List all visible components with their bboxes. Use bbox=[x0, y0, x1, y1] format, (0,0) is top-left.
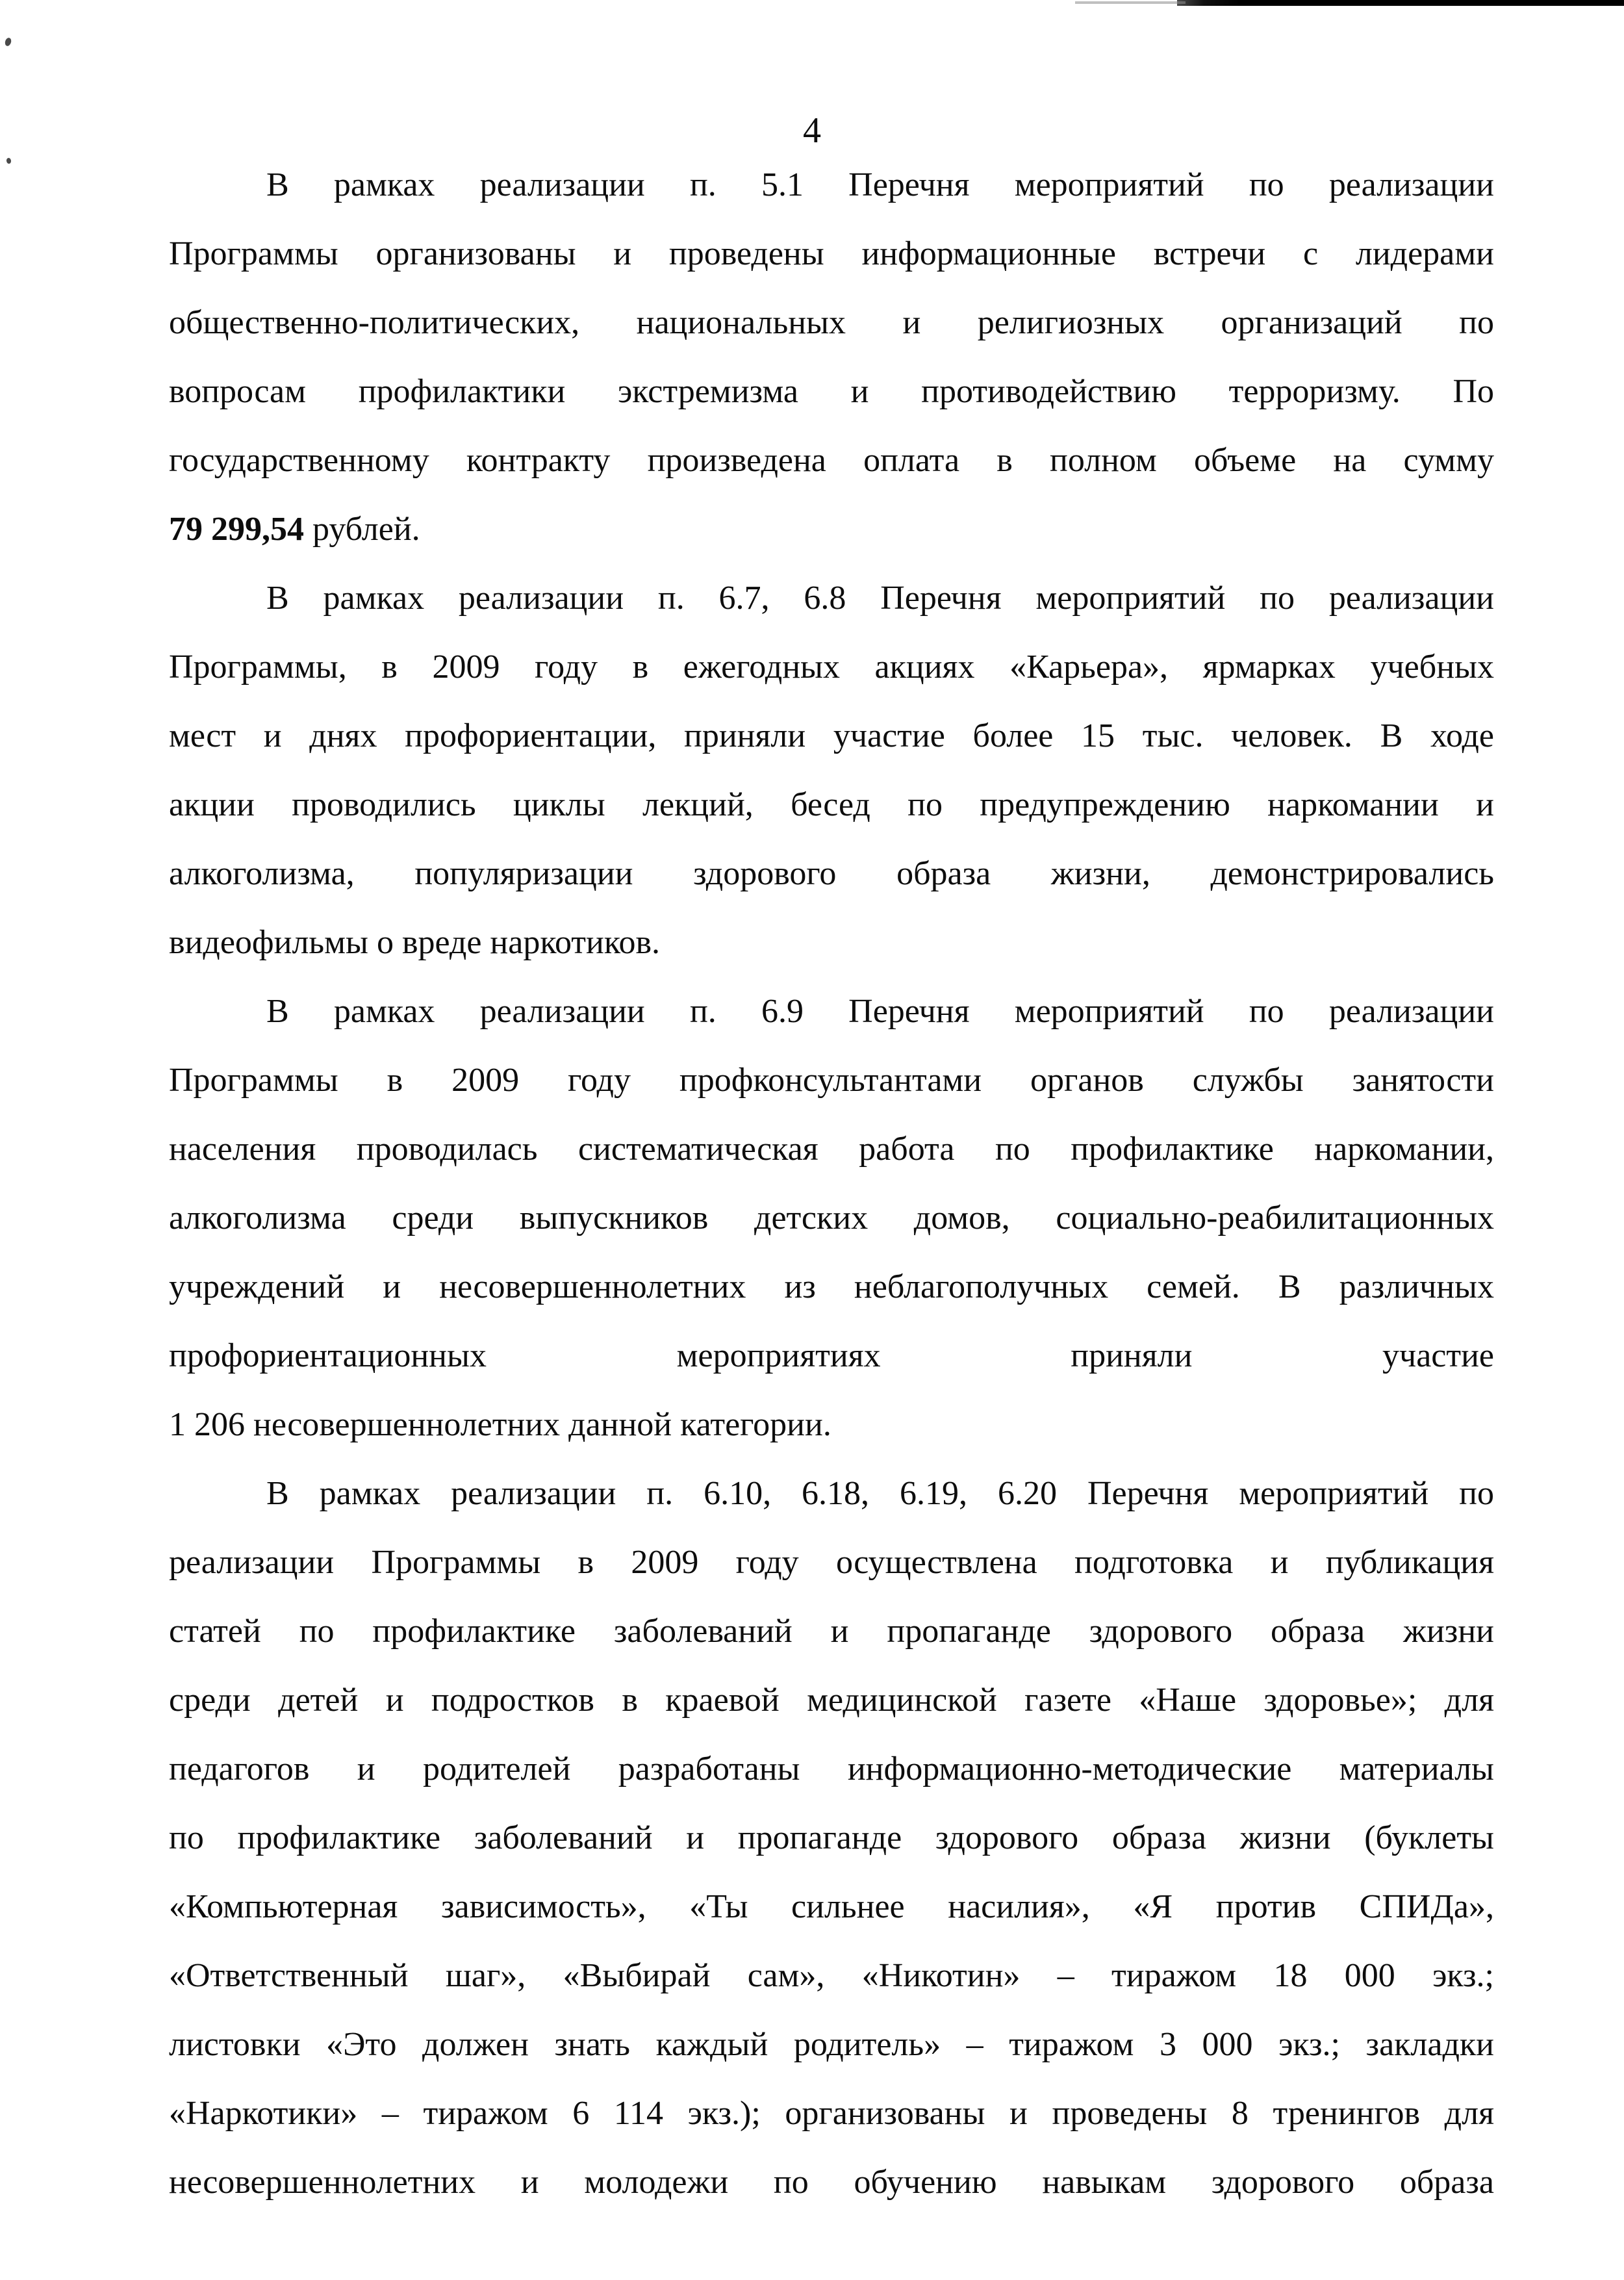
text-line: В рамках реализации п. 6.7, 6.8 Перечня мероприятий по реализации bbox=[266, 580, 1494, 617]
scanner-edge-artifact-fade bbox=[1075, 1, 1186, 4]
text-line: по профилактике заболеваний и пропаганде здорового образа жизни (буклеты bbox=[169, 1819, 1494, 1856]
text-line: Программы в 2009 году профконсультантами органов службы занятости bbox=[169, 1062, 1494, 1099]
text-line: алкоголизма, популяризации здорового образа жизни, демонстрировались bbox=[169, 855, 1494, 892]
text-line bbox=[169, 495, 1494, 564]
text-line: среди детей и подростков в краевой медицинской газете «Наше здоровье»; для bbox=[169, 1682, 1494, 1719]
text-line: общественно-политических, национальных и религиозных организаций по bbox=[169, 304, 1494, 341]
text-line: 1 206 несовершеннолетних данной категории. bbox=[169, 1406, 831, 1443]
paragraph-2 bbox=[169, 564, 1494, 977]
text-line: педагогов и родителей разработаны информационно-методические материалы bbox=[169, 1750, 1494, 1787]
paragraph-3 bbox=[169, 977, 1494, 1459]
text-line: профориентационных мероприятиях приняли участие bbox=[169, 1337, 1494, 1374]
amount-unit: рублей. bbox=[304, 511, 420, 548]
text-line: мест и днях профориентации, приняли участие более 15 тыс. человек. В ходе bbox=[169, 717, 1494, 754]
text-line: несовершеннолетних и молодежи по обучению навыкам здорового образа bbox=[169, 2164, 1494, 2201]
text-line: Программы, в 2009 году в ежегодных акциях «Карьера», ярмарках учебных bbox=[169, 648, 1494, 685]
text-line: государственному контракту произведена оплата в полном объеме на сумму bbox=[169, 442, 1494, 479]
text-line: листовки «Это должен знать каждый родитель» – тиражом 3 000 экз.; закладки bbox=[169, 2026, 1494, 2063]
bold-amount: 79 299,54 bbox=[169, 511, 304, 548]
text-line: населения проводилась систематическая работа по профилактике наркомании, bbox=[169, 1131, 1494, 1168]
text-line: алкоголизма среди выпускников детских домов, социально-реабилитационных bbox=[169, 1199, 1494, 1236]
text-line: В рамках реализации п. 5.1 Перечня мероприятий по реализации bbox=[266, 166, 1494, 203]
document-body bbox=[169, 151, 1494, 2217]
paragraph-4 bbox=[169, 1459, 1494, 2217]
text-line: учреждений и несовершеннолетних из неблагополучных семей. В различных bbox=[169, 1268, 1494, 1305]
text-line: «Ответственный шаг», «Выбирай сам», «Никотин» – тиражом 18 000 экз.; bbox=[169, 1957, 1494, 1994]
text-line: реализации Программы в 2009 году осуществлена подготовка и публикация bbox=[169, 1544, 1494, 1581]
text-line: В рамках реализации п. 6.10, 6.18, 6.19, 6.20 Перечня мероприятий по bbox=[266, 1475, 1494, 1512]
margin-speck bbox=[4, 37, 12, 47]
page-number: 4 bbox=[803, 110, 821, 151]
text-line: видеофильмы о вреде наркотиков. bbox=[169, 924, 661, 961]
paragraph-1 bbox=[169, 151, 1494, 564]
text-line: статей по профилактике заболеваний и пропаганде здорового образа жизни bbox=[169, 1613, 1494, 1650]
text-line: вопросам профилактики экстремизма и противодействию терроризму. По bbox=[169, 373, 1494, 410]
text-line: В рамках реализации п. 6.9 Перечня мероприятий по реализации bbox=[266, 993, 1494, 1030]
scanner-edge-artifact bbox=[1177, 0, 1624, 6]
text-line: «Наркотики» – тиражом 6 114 экз.); организованы и проведены 8 тренингов для bbox=[169, 2095, 1494, 2132]
text-line: акции проводились циклы лекций, бесед по предупреждению наркомании и bbox=[169, 786, 1494, 823]
text-line: «Компьютерная зависимость», «Ты сильнее насилия», «Я против СПИДа», bbox=[169, 1888, 1494, 1925]
text-line: Программы организованы и проведены информационные встречи с лидерами bbox=[169, 235, 1494, 272]
